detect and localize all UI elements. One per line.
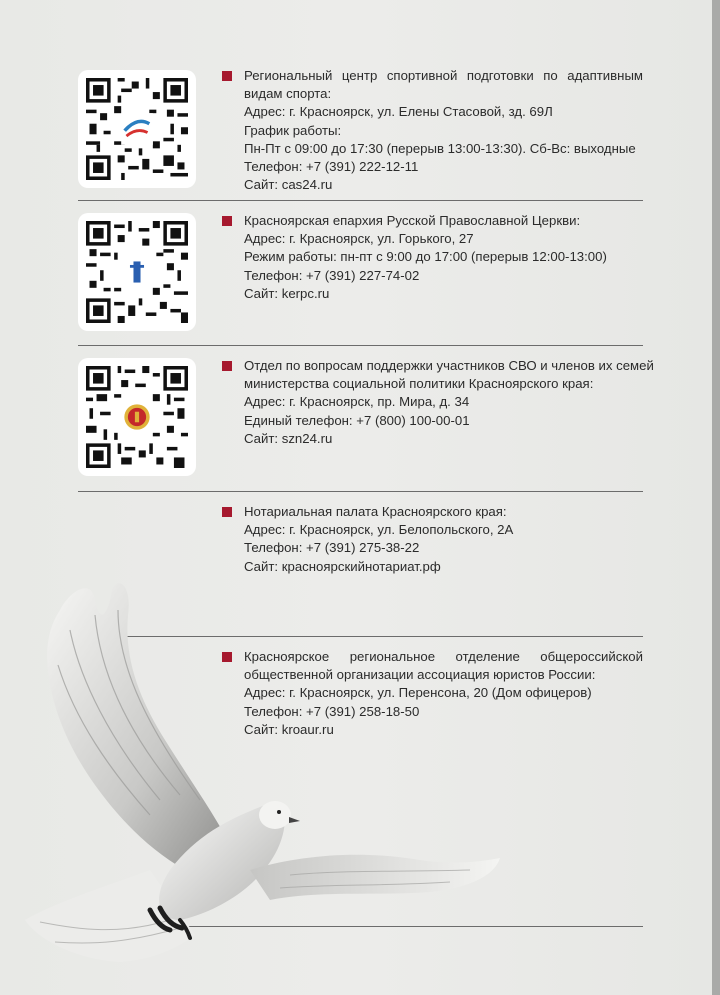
entry-title: Красноярское региональное отделение общероссийской (244, 649, 643, 664)
entry-website[interactable]: Сайт: szn24.ru (244, 430, 333, 446)
entry-address: Адрес: г. Красноярск, ул. Горького, 27 (244, 231, 474, 247)
divider (78, 200, 643, 201)
entry-website[interactable]: Сайт: kroaur.ru (244, 721, 334, 737)
entry-title: Нотариальная палата Красноярского края: (244, 504, 507, 519)
divider (78, 345, 643, 346)
entry-title: Красноярская епархия Русской Православной Церкви: (244, 213, 581, 228)
entry-address: Адрес: г. Красноярск, ул. Елены Стасовой, зд. 69Л (244, 104, 553, 120)
entry-eparchy (222, 212, 643, 303)
qr-code-szn24[interactable] (78, 358, 196, 476)
entry-schedule-label: График работы: (244, 122, 342, 138)
white-dove-icon (0, 570, 520, 995)
entry-schedule: Пн-Пт с 09:00 до 17:30 (перерыв 13:00-13:30). Сб-Вс: выходные (244, 140, 636, 156)
bullet-marker (222, 507, 232, 517)
qr-code-szn24-icon (86, 366, 188, 468)
bullet-marker (222, 71, 232, 81)
divider (78, 491, 643, 492)
entry-sport-center (222, 67, 643, 194)
entry-phone: Телефон: +7 (391) 227-74-02 (244, 267, 420, 283)
entry-title: Региональный центр спортивной подготовки по адаптивным (244, 68, 643, 83)
entry-website[interactable]: Сайт: cas24.ru (244, 177, 333, 193)
entry-title-cont: видам спорта: (244, 86, 332, 102)
entry-title-cont: министерства социальной политики Красноярского края: (244, 376, 594, 392)
entry-phone: Телефон: +7 (391) 258-18-50 (244, 703, 420, 719)
bullet-marker (222, 216, 232, 226)
entry-phone: Телефон: +7 (391) 275-38-22 (244, 540, 420, 556)
qr-code-kerpc[interactable] (78, 213, 196, 331)
entry-phone: Телефон: +7 (391) 222-12-11 (244, 159, 419, 175)
entry-address: Адрес: г. Красноярск, ул. Белопольского, 2А (244, 522, 514, 538)
entry-notary (222, 503, 643, 576)
bullet-marker (222, 361, 232, 371)
entry-schedule: Режим работы: пн-пт с 9:00 до 17:00 (перерыв 12:00-13:00) (244, 249, 607, 265)
entry-phone: Единый телефон: +7 (800) 100-00-01 (244, 412, 470, 428)
qr-code-cas24-icon (86, 78, 188, 180)
entry-address: Адрес: г. Красноярск, ул. Перенсона, 20 (Дом офицеров) (244, 685, 592, 701)
entry-title: Отдел по вопросам поддержки участников СВО и членов их семей (244, 358, 654, 373)
entry-website[interactable]: Сайт: kerpc.ru (244, 285, 330, 301)
entry-address: Адрес: г. Красноярск, пр. Мира, д. 34 (244, 394, 470, 410)
qr-code-cas24[interactable] (78, 70, 196, 188)
page-edge (712, 0, 720, 995)
entry-svo-support (222, 357, 654, 448)
entry-website[interactable]: Сайт: красноярскийнотариат.рф (244, 558, 441, 574)
qr-code-kerpc-icon (86, 221, 188, 323)
entry-title-cont: общественной организации ассоциация юристов России: (244, 667, 596, 683)
